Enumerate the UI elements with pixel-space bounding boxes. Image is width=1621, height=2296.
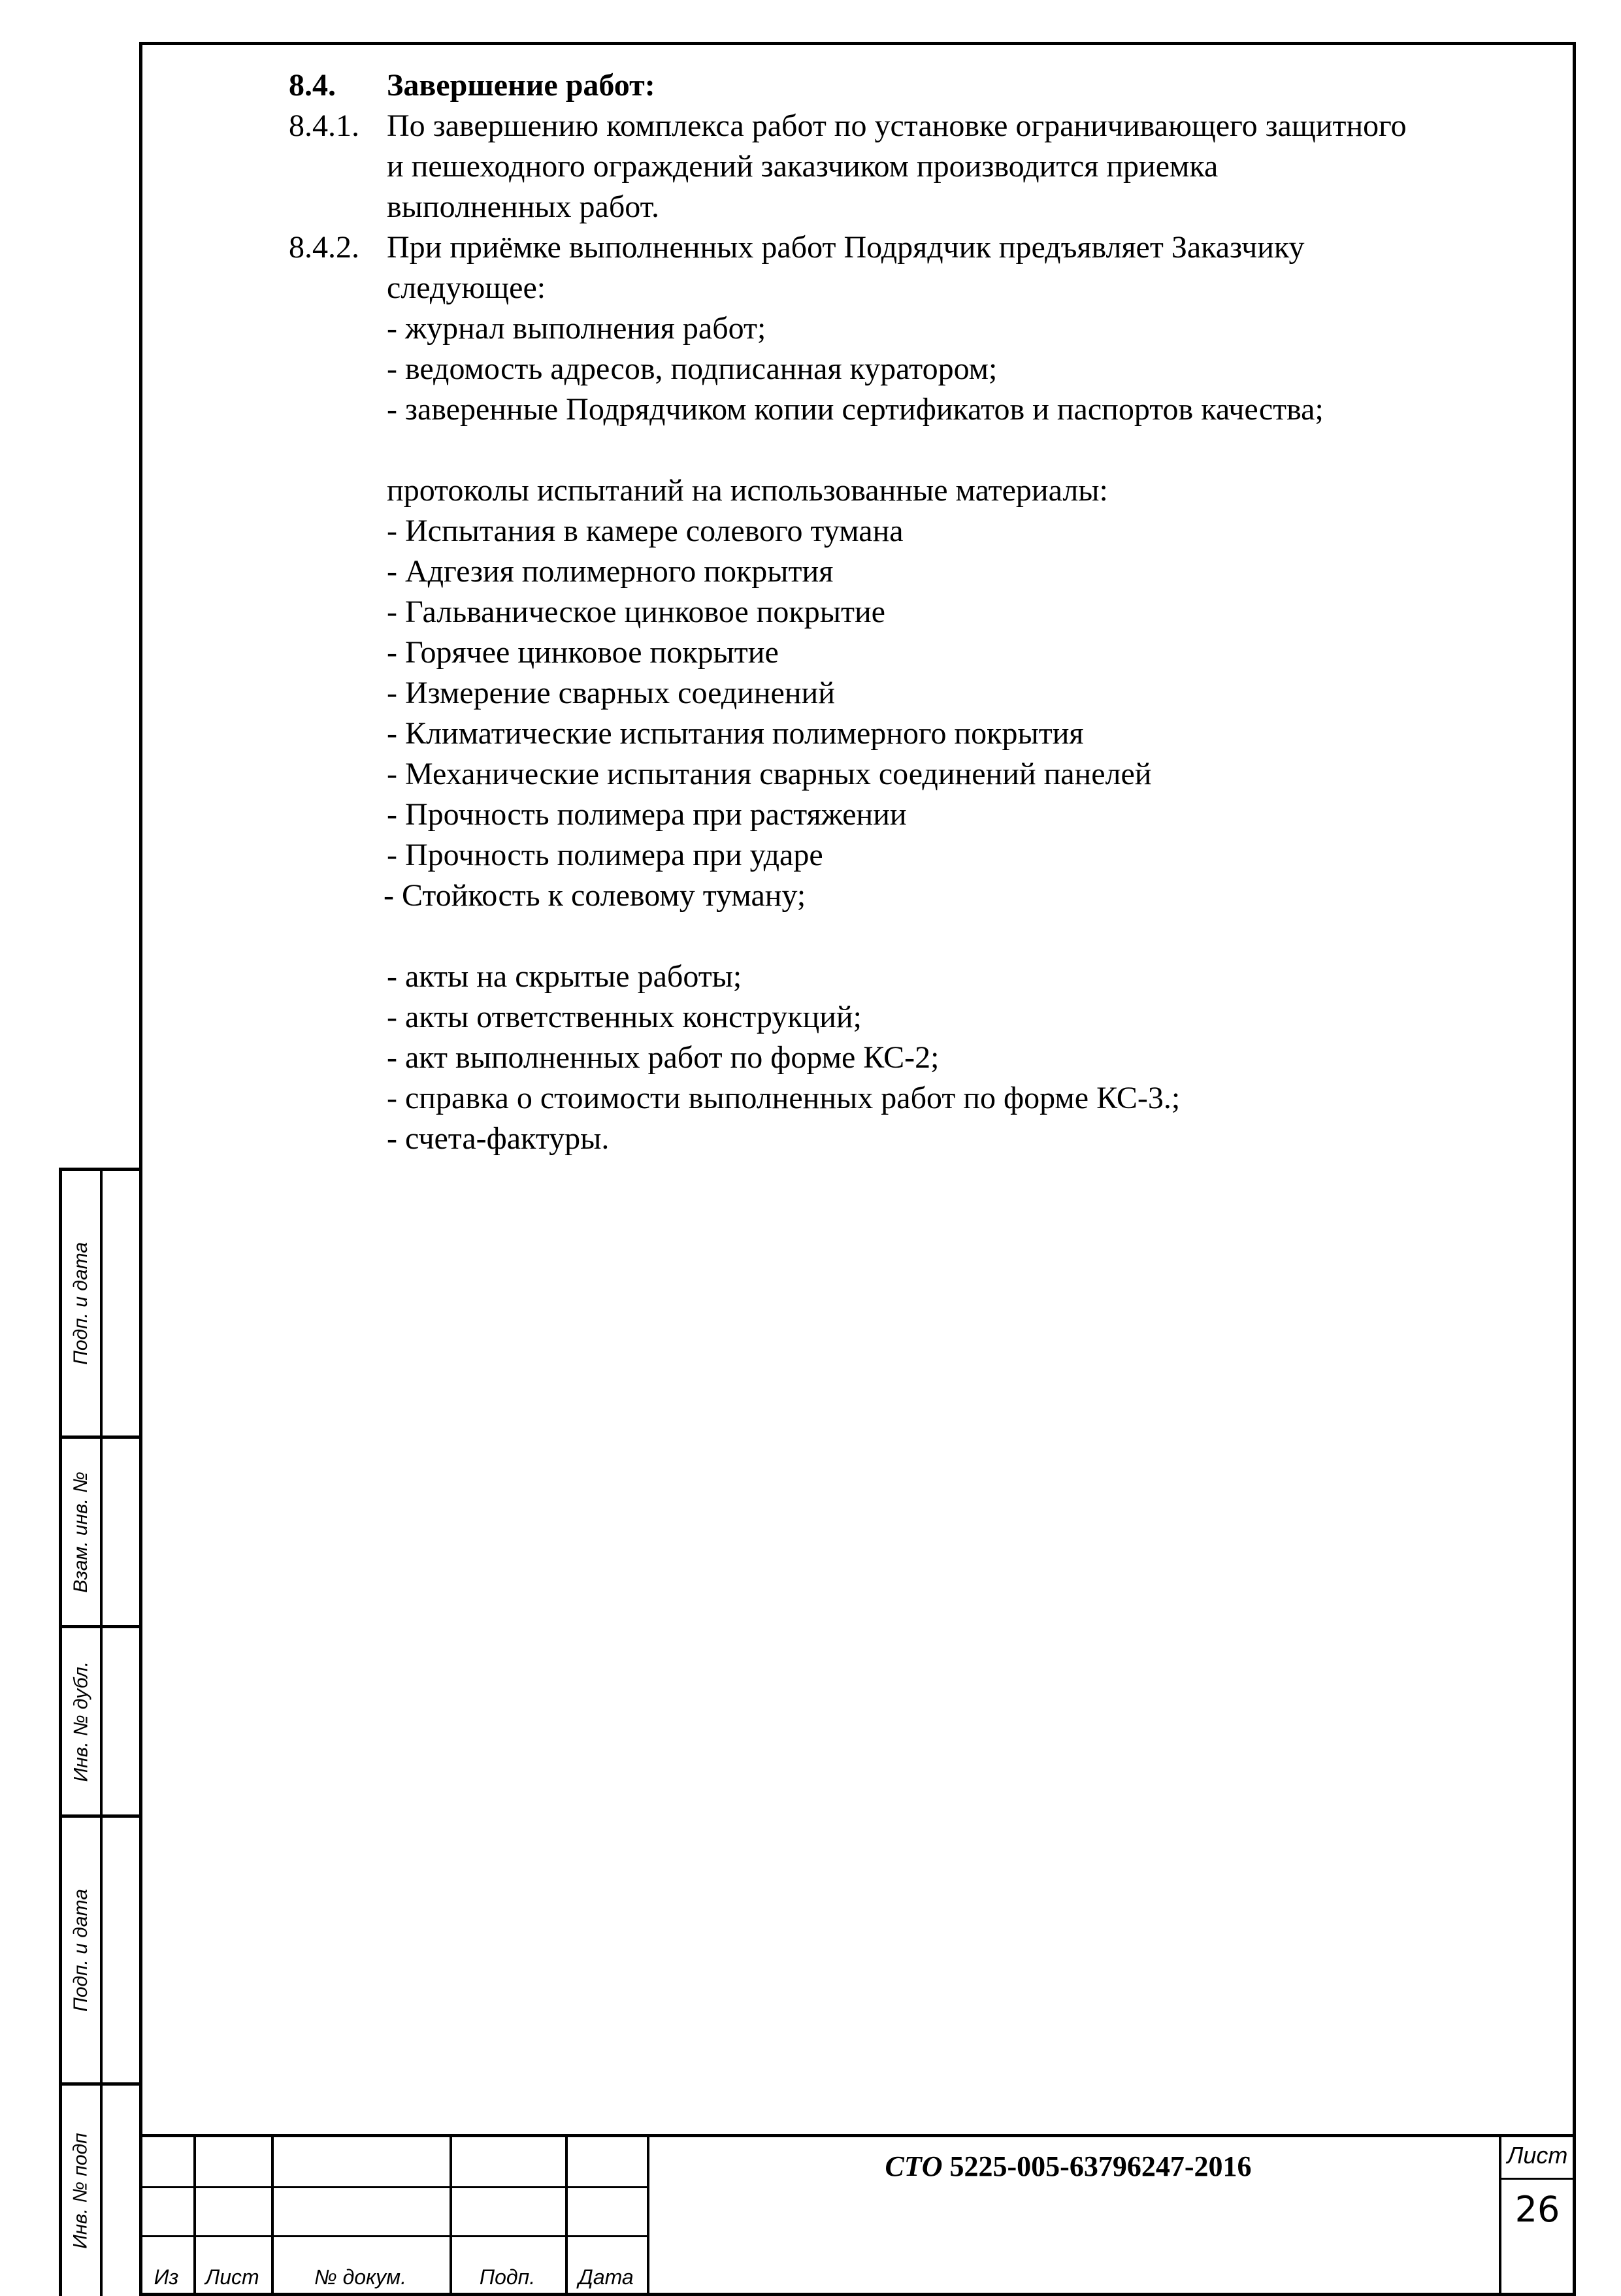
side-cell-replacement-inv <box>62 1435 139 1625</box>
side-label: Подп. и дата <box>70 1241 91 1365</box>
list-item: - Испытания в камере солевого тумана <box>387 514 904 548</box>
side-label: Инв. № подп <box>70 2133 92 2249</box>
list-item: - Прочность полимера при ударе <box>387 838 823 872</box>
list-item: - акты ответственных конструкций; <box>387 1000 862 1034</box>
list-item: - Гальваническое цинковое покрытие <box>387 595 885 629</box>
document-code <box>647 2150 1490 2183</box>
col-label-change: Из <box>154 2265 179 2289</box>
list-item: - Измерение сварных соединений <box>387 676 835 710</box>
document-body <box>289 65 1563 1159</box>
section-number: 8.4. <box>289 68 336 103</box>
list-item: - журнал выполнения работ; <box>387 311 766 346</box>
side-cell-signature-date-2 <box>62 1814 139 2082</box>
document-code-prefix: СТО <box>885 2150 943 2182</box>
side-label: Подп. и дата <box>70 1888 91 2012</box>
paragraph-8-4-1-line-1 <box>289 106 1563 146</box>
paragraph-number: 8.4.1. <box>289 108 359 143</box>
paragraph-line: выполненных работ. <box>387 189 659 224</box>
paragraph-text: По завершению комплекса работ по установке ограничивающего защитного <box>387 108 1407 143</box>
list-item: - заверенные Подрядчиком копии сертификатов и паспортов качества; <box>387 392 1324 427</box>
side-label: Взам. инв. № <box>70 1471 91 1593</box>
list-item: - акт выполненных работ по форме КС-2; <box>387 1040 940 1075</box>
col-label-date: Дата <box>578 2265 634 2289</box>
section-heading <box>289 65 1563 106</box>
sheet-label: Лист <box>1507 2142 1568 2169</box>
list-item: - Горячее цинковое покрытие <box>387 635 779 670</box>
list-item: - акты на скрытые работы; <box>387 959 742 994</box>
col-label-doc-number: № докум. <box>314 2265 406 2289</box>
list-item: - Адгезия полимерного покрытия <box>387 554 834 589</box>
paragraph-line: следующее: <box>387 271 546 305</box>
list-item: - справка о стоимости выполненных работ по форме КС-3.; <box>387 1081 1181 1115</box>
list-item: - ведомость адресов, подписанная куратором; <box>387 352 998 386</box>
side-stamp-column <box>59 1168 139 2296</box>
list-item: - Стойкость к солевому туману; <box>384 878 806 913</box>
paragraph-line: и пешеходного ограждений заказчиком производится приемка <box>387 149 1219 184</box>
section-title: Завершение работ: <box>387 68 655 103</box>
side-cell-duplicate-inv <box>62 1625 139 1814</box>
list-item: - Механические испытания сварных соединений панелей <box>387 757 1152 791</box>
side-cell-signature-date-1 <box>62 1168 139 1435</box>
side-cell-original-inv <box>62 2082 139 2296</box>
document-code-number: 5225-005-63796247-2016 <box>949 2150 1252 2182</box>
list-item: - счета-фактуры. <box>387 1121 610 1156</box>
side-label: Инв. № дубл. <box>70 1661 91 1782</box>
col-label-sheet: Лист <box>205 2265 259 2289</box>
paragraph-number: 8.4.2. <box>289 230 359 265</box>
paragraph-8-4-2-line-1 <box>289 227 1563 268</box>
paragraph-text: При приёмке выполненных работ Подрядчик предъявляет Заказчику <box>387 230 1305 265</box>
list-item: - Климатические испытания полимерного покрытия <box>387 716 1084 751</box>
tests-intro: протоколы испытаний на использованные материалы: <box>387 473 1108 508</box>
col-label-signature: Подп. <box>479 2265 536 2289</box>
list-item: - Прочность полимера при растяжении <box>387 797 907 832</box>
sheet-number: 26 <box>1515 2189 1560 2230</box>
